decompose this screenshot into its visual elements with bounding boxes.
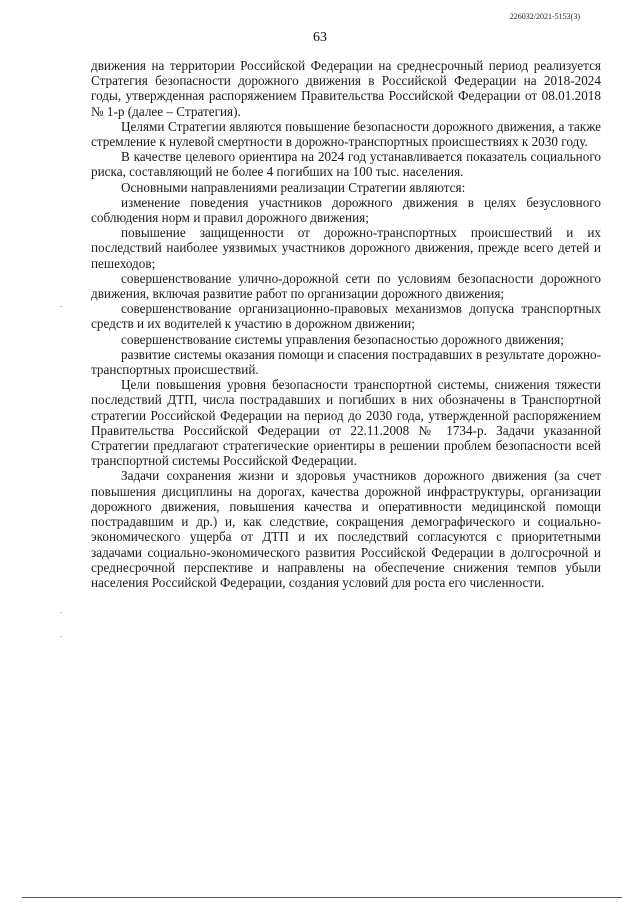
margin-mark (60, 306, 62, 307)
paragraph: Основными направлениями реализации Стратегии являются: (121, 179, 466, 195)
list-item: изменение поведения участников дорожного движения в целях безусловного соблюдения норм и правил дорожного движения; (91, 194, 601, 226)
page-number: 63 (313, 30, 327, 45)
bottom-rule (22, 897, 622, 898)
list-item: совершенствование системы управления безопасностью дорожного движения; (121, 331, 564, 347)
body-text (91, 58, 601, 590)
list-item: совершенствование улично-дорожной сети по условиям безопасности дорожного движения, включая развитие работ по организации дорожного движения; (91, 270, 601, 302)
margin-mark (60, 612, 62, 613)
document-id: 226032/2021-5153(3) (509, 12, 580, 21)
paragraph: В качестве целевого ориентира на 2024 год устанавливается показатель социального риска, составляющий не более 4 погибших на 100 тыс. населения. (91, 149, 601, 180)
paragraph: движения на территории Российской Федерации на среднесрочный период реализуется Стратегия безопасности дорожного движения в Российской Федерации на 2018-2024 годы, утвержденная распоряжением Правительства Российской Федерации от 08.01.2018 № 1-р (далее – Стратегия). (91, 58, 601, 119)
list-item: развитие системы оказания помощи и спасения пострадавших в результате дорожно-транспортных происшествий. (91, 346, 601, 378)
margin-mark (60, 636, 62, 637)
paragraph: Цели повышения уровня безопасности транспортной системы, снижения тяжести последствий ДТП, числа пострадавших и погибших в них обозначены в Транспортной стратегии Российской Федерации на период до 2030 года, утвержденной распоряжением Правительства Российской Федерации от 22.11.2008 № 1734-р. Задачи указанной Стратегии предлагают стратегические ориентиры в решении проблем безопасности всей транспортной системы Российской Федерации. (91, 377, 601, 469)
paragraph: Задачи сохранения жизни и здоровья участников дорожного движения (за счет повышения дисциплины на дорогах, качества дорожной инфраструктуры, организации дорожного движения, повышения качества и оперативности медицинской помощи пострадавшим и др.) и, как следствие, сокращения демографического и социально-экономического ущерба от ДТП и их последствий согласуются с приоритетными задачами социально-экономического развития Российской Федерации в долгосрочной и среднесрочной перспективе и направлены на обеспечение снижения темпов убыли населения Российской Федерации, создания условий для роста его численности. (91, 468, 601, 590)
paragraph: Целями Стратегии являются повышение безопасности дорожного движения, а также стремление к нулевой смертности в дорожно-транспортных происшествиях к 2030 году. (91, 118, 601, 150)
list-item: повышение защищенности от дорожно-транспортных происшествий и их последствий наиболее уязвимых участников дорожного движения, прежде всего детей и пешеходов; (91, 225, 601, 271)
list-item: совершенствование организационно-правовых механизмов допуска транспортных средств и их водителей к участию в дорожном движении; (91, 301, 601, 332)
